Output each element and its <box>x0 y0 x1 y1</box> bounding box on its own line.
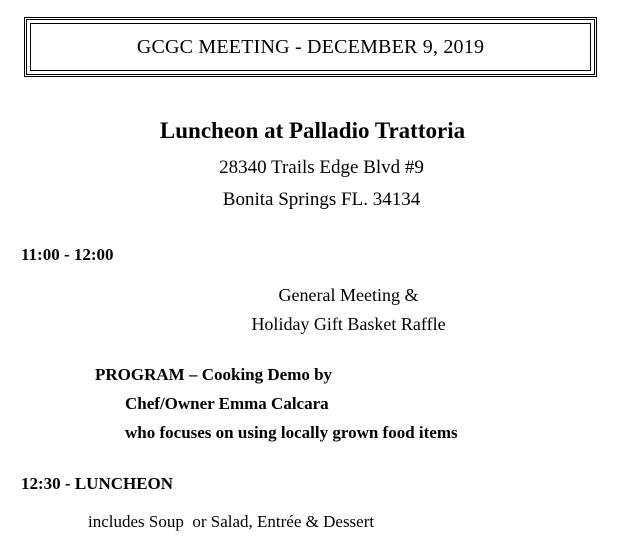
program-heading: PROGRAM – Cooking Demo by <box>95 365 333 384</box>
luncheon-note: includes Soup or Salad, Entrée & Dessert <box>88 512 375 531</box>
time-slot-1: 11:00 - 12:00 <box>21 245 114 264</box>
banner-title: GCGC MEETING - DECEMBER 9, 2019 <box>136 35 485 58</box>
meeting-line-2: Holiday Gift Basket Raffle <box>251 314 446 334</box>
program-description: who focuses on using locally grown food items <box>125 423 458 442</box>
meeting-line-1: General Meeting & <box>278 285 419 305</box>
program-chef: Chef/Owner Emma Calcara <box>125 394 329 413</box>
address-line-1: 28340 Trails Edge Blvd #9 <box>219 157 424 178</box>
time-slot-2: 12:30 - LUNCHEON <box>21 474 174 493</box>
address-line-2: Bonita Springs FL. 34134 <box>222 189 421 210</box>
meeting-banner <box>24 17 597 77</box>
venue-title: Luncheon at Palladio Trattoria <box>159 118 466 143</box>
